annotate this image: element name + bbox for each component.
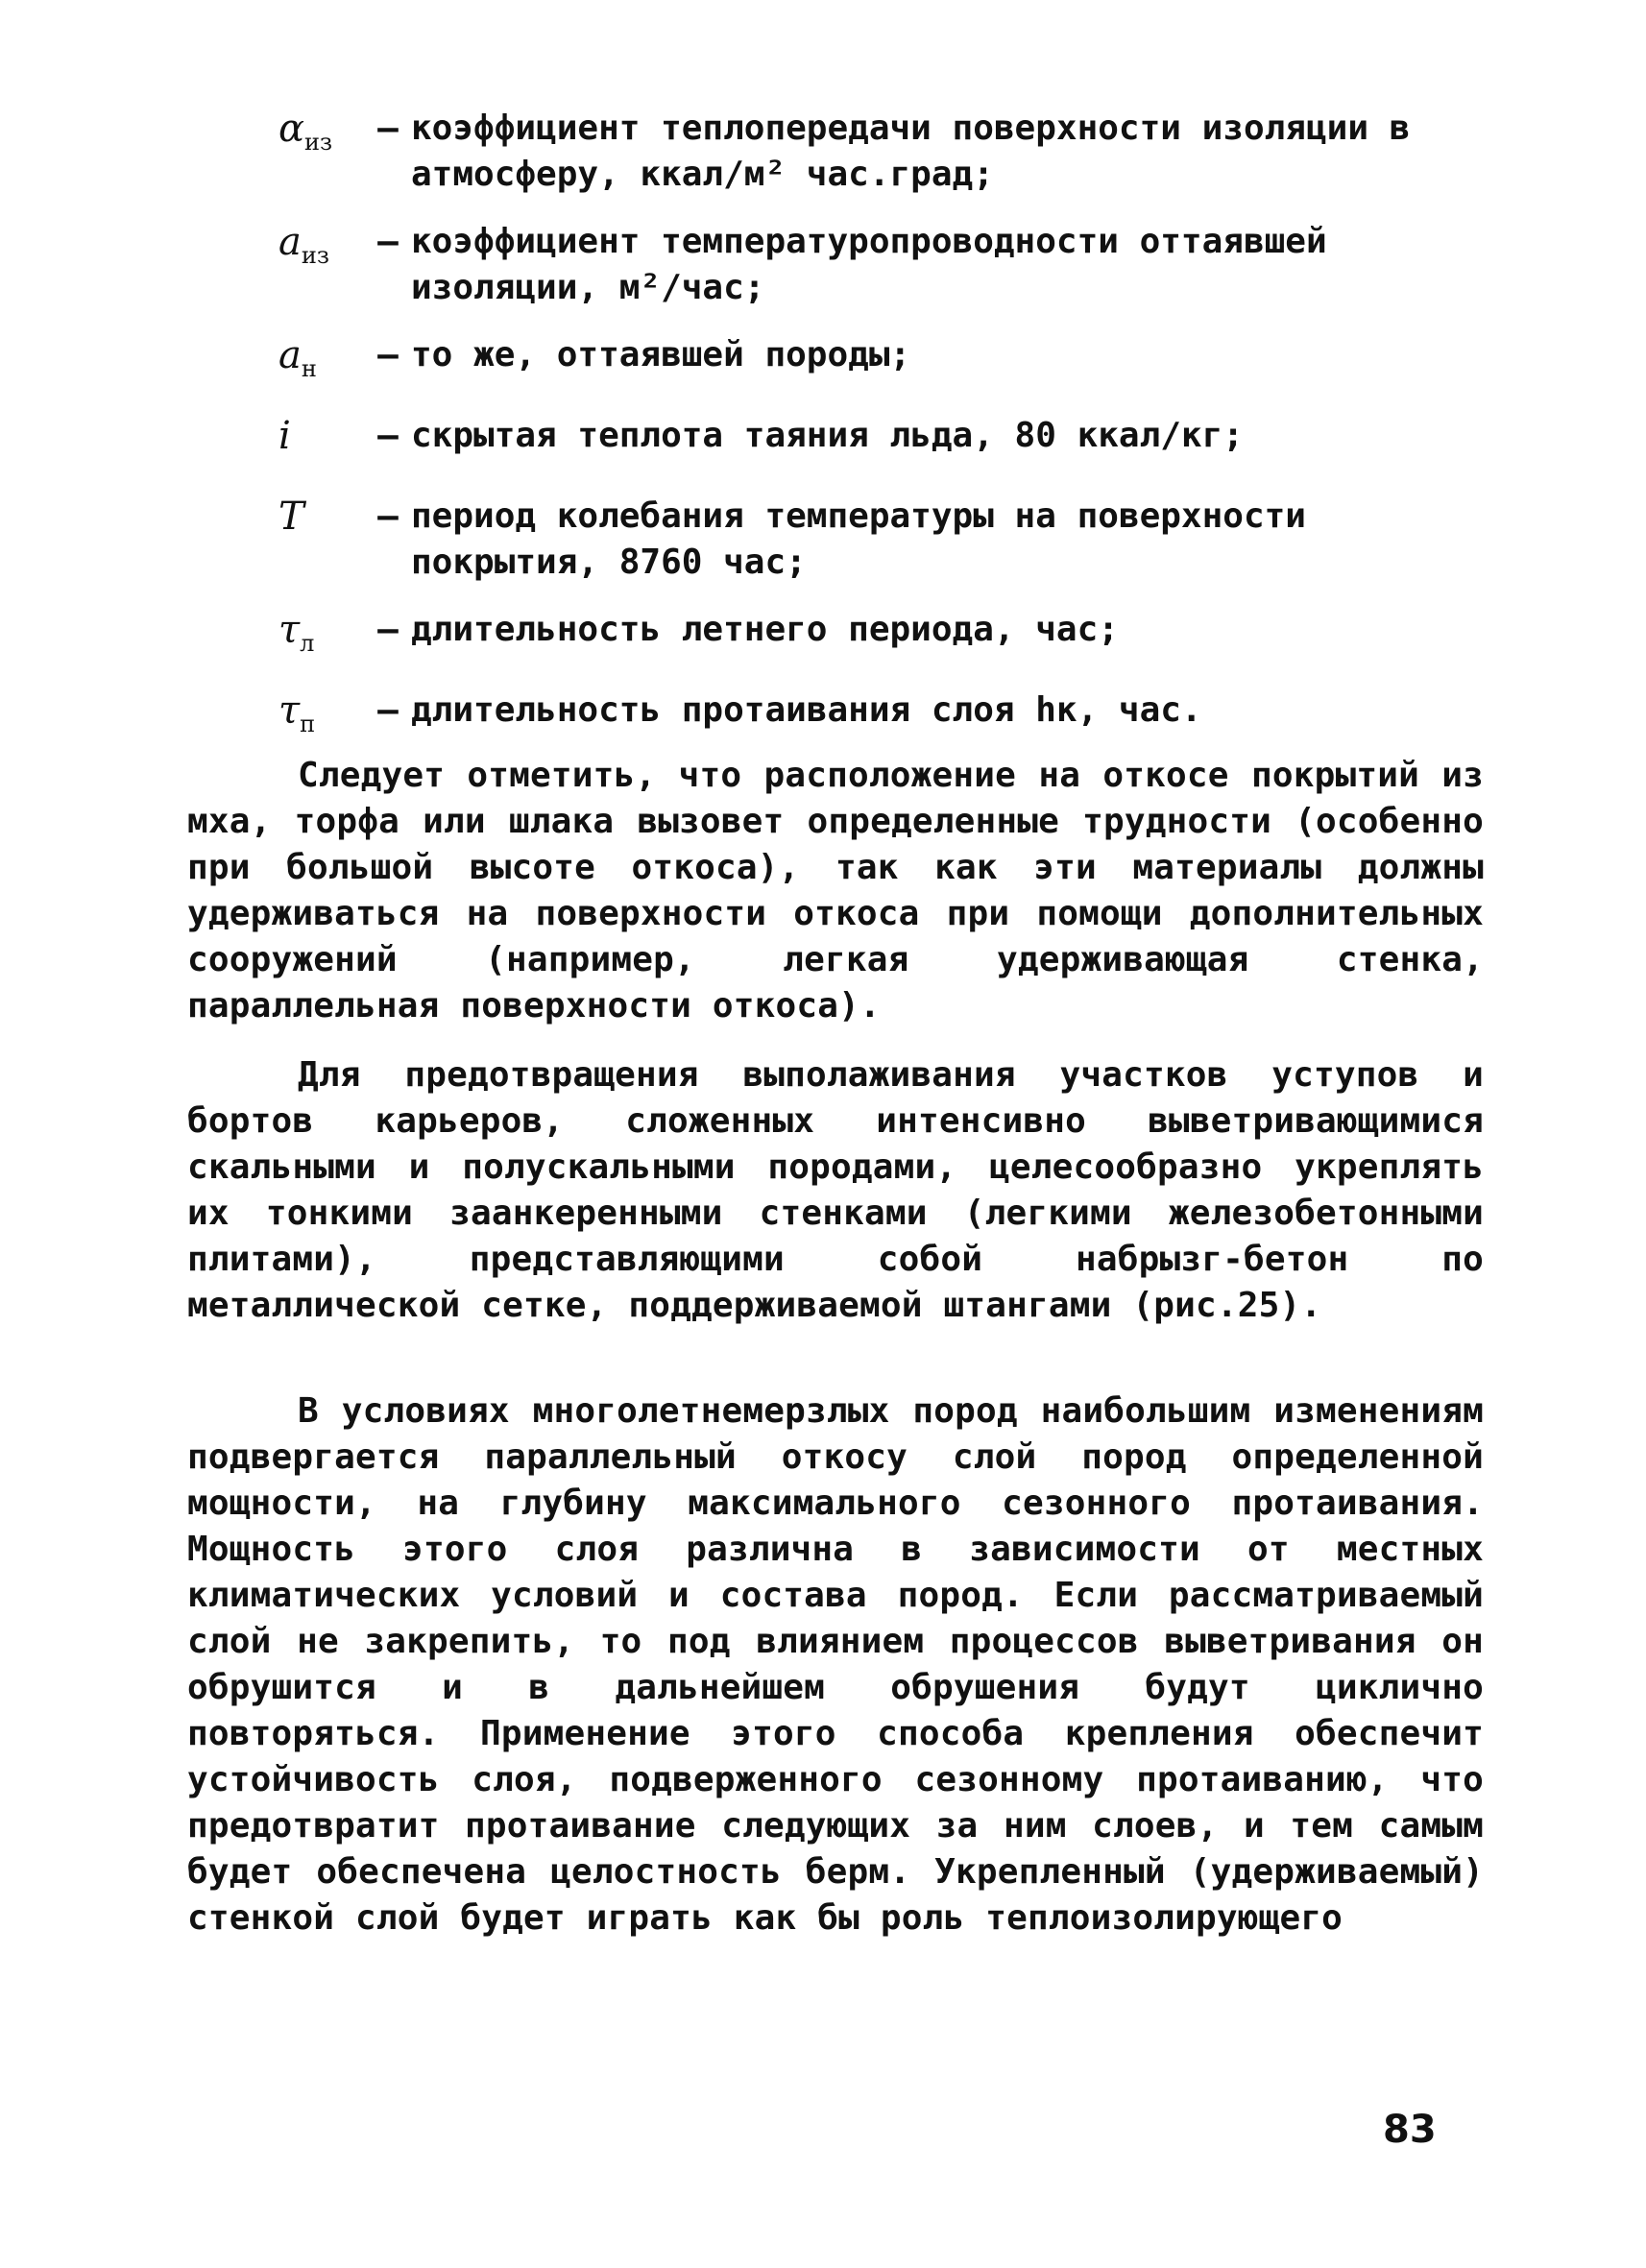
definition-dash: –	[377, 335, 399, 374]
definition-text: коэффициент температуропроводности оттаявшей изоляции, м²/час;	[411, 222, 1327, 307]
definition-symbol: T	[278, 495, 304, 539]
definition-dash: –	[377, 109, 399, 148]
definition-dash: –	[377, 416, 399, 455]
definition-symbol: $\tau_п$	[278, 688, 316, 737]
page-number: 83	[1383, 2108, 1437, 2152]
body-paragraph: Следует отметить, что расположение на откосе покрытий из мха, торфа или шлака вызовет определенные трудности (особенно при большой высоте откоса), так как эти материалы должны удерживаться на поверхности откоса при помощи дополнительных сооружений (например, легкая удерживающая стенка, параллельная поверхности откоса).	[187, 756, 1484, 1025]
definition-text: период колебания температуры на поверхности покрытия, 8760 час;	[411, 496, 1306, 582]
definition-item	[278, 494, 1469, 586]
definition-item	[278, 219, 1469, 311]
definition-text: длительность протаивания слоя hк, час.	[411, 690, 1202, 730]
definition-dash: –	[377, 690, 399, 730]
body-paragraph: В условиях многолетнемерзлых пород наибольшим изменениям подвергается параллельный откосу слой пород определенной мощности, на глубину максимального сезонного протаивания. Мощность этого слоя различна в зависимости от местных климатических условий и состава пород. Если рассматриваемый слой не закрепить, то под влиянием процессов выветривания он обрушится и в дальнейшем обрушения будут циклично повторяться. Применение этого способа крепления обеспечит устойчивость слоя, подверженного сезонному протаиванию, что предотвратит протаивание следующих за ним слоев, и тем самым будет обеспечена целостность берм. Укрепленный (удерживаемый) стенкой слой будет играть как бы роль теплоизолирующего	[187, 1391, 1484, 1938]
definition-dash: –	[377, 222, 399, 261]
symbol-definitions-list	[278, 106, 1469, 768]
definition-item	[278, 106, 1469, 198]
definition-item	[278, 607, 1469, 666]
body-paragraph: Для предотвращения выполаживания участков уступов и бортов карьеров, сложенных интенсивно выветривающимися скальными и полускальными породами, целесообразно укреплять их тонкими заанкеренными стенками (легкими железобетонными плитами), представляющими собой набрызг-бетон по металлической сетке, поддерживаемой штангами (рис.25).	[187, 1055, 1484, 1325]
definition-symbol: $a_{из}$	[278, 220, 329, 269]
definition-symbol: i	[278, 414, 291, 458]
definition-text: коэффициент теплопередачи поверхности изоляции в атмосферу, ккал/м² час.град;	[411, 109, 1411, 194]
definition-dash: –	[377, 496, 399, 536]
definition-item	[278, 688, 1469, 747]
definition-dash: –	[377, 610, 399, 649]
definition-item	[278, 413, 1469, 472]
definition-text: длительность летнего периода, час;	[411, 610, 1119, 649]
definition-text: то же, оттаявшей породы;	[411, 335, 911, 374]
definition-text: скрытая теплота таяния льда, 80 ккал/кг;	[411, 416, 1244, 455]
definition-item	[278, 332, 1469, 392]
definition-symbol: $a_н$	[278, 333, 317, 382]
definition-symbol: $\alpha_{из}$	[278, 107, 333, 156]
definition-symbol: $\tau_л$	[278, 608, 315, 657]
